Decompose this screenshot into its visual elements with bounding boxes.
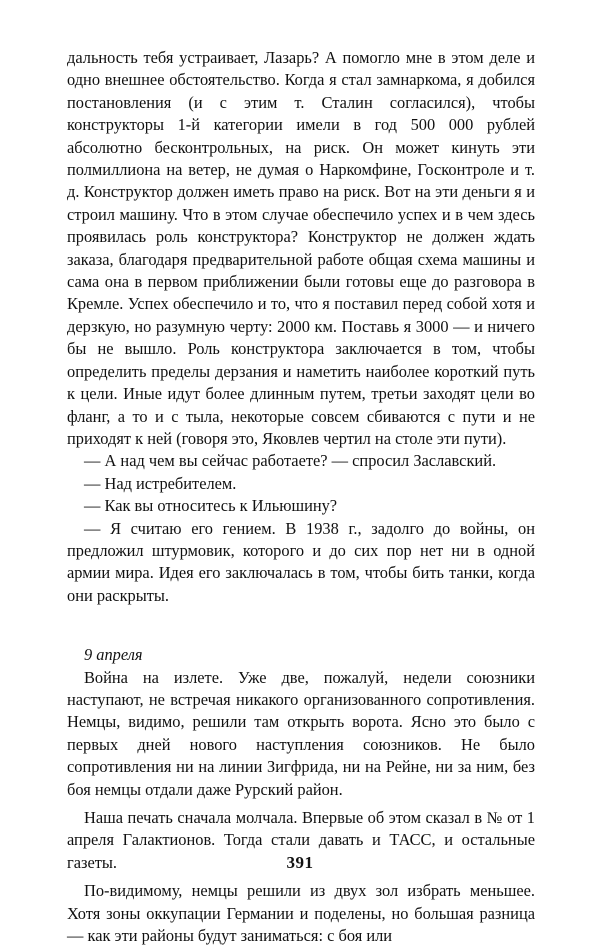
dialogue-line: — Как вы относитесь к Ильюшину?: [84, 496, 338, 516]
paragraph: Война на излете. Уже две, пожалуй, недели союзники наступают, не встречая никакого организованного сопротивления. Немцы, видимо, решили там открыть ворота. Ясно это было с первых дней нового наступления союзников. Не было сопротивления ни на линии Зигфрида, ни на Рейне, ни за ним, без боя немцы отдали даже Рурский район.: [67, 667, 535, 799]
paragraph: Наша печать сначала молчала. Впервые об этом сказал в № от 1 апреля Галактионов. Тогда стали давать и ТАСС, и остальные газеты.: [67, 808, 535, 872]
dialogue-line: — Над истребителем.: [84, 473, 237, 493]
dialogue-line: — Я считаю его гением. В 1938 г., задолго до войны, он предложил штурмовик, которого и до сих пор нет ни в одной армии мира. Идея его заключалась в том, чтобы бить танки, когда они раскрыты.: [67, 518, 535, 605]
page-body: [67, 47, 535, 947]
dialogue-line: — А над чем вы сейчас работаете? — спросил Заславский.: [84, 451, 497, 471]
paragraph: По-видимому, немцы решили из двух зол избрать меньшее. Хотя зоны оккупации Германии и поделены, но большая разница — как эти районы будут заниматься: с боя или: [67, 881, 535, 946]
diary-date-heading: 9 апреля: [84, 645, 143, 665]
paragraph-continued: дальность тебя устраивает, Лазарь? А помогло мне в этом деле и одно внешнее обстоятельство. Когда я стал замнаркома, я добился постановления (и с этим т. Сталин согласился), чтобы конструкторы 1-й категории имели в год 500 000 рублей абсолютно бесконтрольных, на риск. Он может кинуть эти полмиллиона на ветер, не думая о Наркомфине, Госконтроле и т. д. Конструктор должен иметь право на риск. Вот на эти деньги я и строил машину. Что в этом случае обеспечило успех и в чем здесь проявилась роль конструктора? Конструктор не должен ждать заказа, благодаря предварительной работе общая схема машины и сама она в первом приближении были готовы еще до разговора в Кремле. Успех обеспечило и то, что я поставил перед собой хотя и дерзкую, но разумную черту: 2000 км. Поставь я 3000 — и ничего бы не вышло. Роль конструктора заключается в том, чтобы определить пределы дерзания и наметить наиболее короткий путь к цели. Иные идут более длинным путем, третьи заходят цели во фланг, а то и с тыла, некоторые совсем сбиваются с пути и не приходят к ней (говоря это, Яковлев чертил на столе эти пути).: [67, 48, 535, 448]
page-number: 391: [286, 853, 314, 872]
